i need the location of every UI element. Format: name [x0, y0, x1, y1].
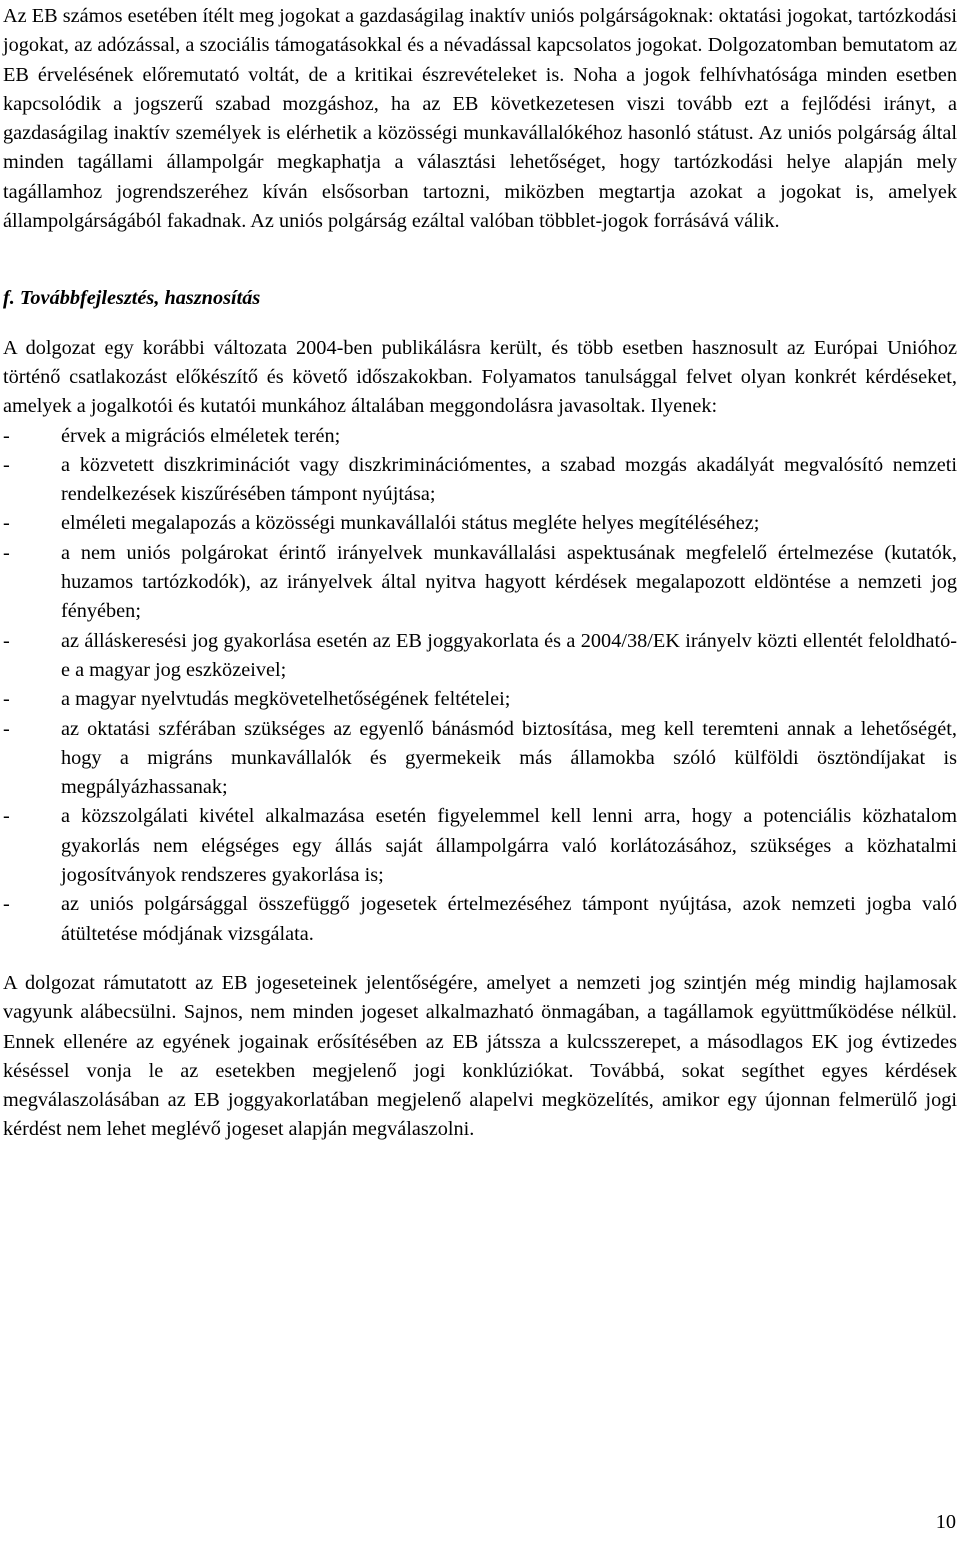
list-item-text: a közszolgálati kivétel alkalmazása esetén figyelemmel kell lenni arra, hogy a potenciális közhatalom gyakorlás nem elégséges egy állás saját állampolgárra való korlátozásához, szükséges a közhatalmi jogosítványok rendszeres gyakorlása is;	[61, 805, 957, 887]
list-item	[3, 451, 957, 510]
list-item-text: az oktatási szférában szükséges az egyenlő bánásmód biztosítása, meg kell teremteni annak a lehetőségét, hogy a migráns munkavállalók és gyermekeik más államokba szóló külföldi ösztöndíjakat is megpályázhassanak;	[61, 717, 957, 799]
document-page	[3, 0, 957, 1145]
list-item	[3, 890, 957, 949]
list-dash: -	[3, 893, 10, 916]
bullet-list	[3, 422, 957, 949]
list-dash: -	[3, 805, 10, 828]
list-item	[3, 685, 957, 714]
list-item-text: a nem uniós polgárokat érintő irányelvek munkavállalási aspektusának megfelelő értelmezése (kutatók, huzamos tartózkodók), az irányelvek által nyitva hagyott kérdések megalapozott eldöntése a nemzeti jog fényében;	[61, 541, 957, 623]
list-dash: -	[3, 453, 10, 476]
list-dash: -	[3, 717, 10, 740]
list-item	[3, 802, 957, 890]
list-item-text: a közvetett diszkriminációt vagy diszkriminációmentes, a szabad mozgás akadályát megvalósító nemzeti rendelkezések kiszűrésében támpont nyújtása;	[61, 453, 957, 506]
list-item-text: érvek a migrációs elméletek terén;	[61, 424, 341, 447]
list-item	[3, 539, 957, 627]
list-item	[3, 627, 957, 686]
list-dash: -	[3, 541, 10, 564]
list-item	[3, 422, 957, 451]
list-dash: -	[3, 512, 10, 535]
list-dash: -	[3, 688, 10, 711]
list-item	[3, 715, 957, 803]
body-paragraph-2: A dolgozat egy korábbi változata 2004-ben publikálásra került, és több esetben hasznosult az Európai Unióhoz történő csatlakozást előkészítő és követő időszakokban. Folyamatos tanulsággal felvet olyan konkrét kérdéseket, amelyek a jogalkotói és kutatói munkához általában meggondolásra javasoltak. Ilyenek:	[3, 336, 957, 418]
list-item-text: az álláskeresési jog gyakorlása esetén az EB joggyakorlata és a 2004/38/EK irányelv közti ellentét feloldható-e a magyar jog eszközeivel;	[61, 629, 957, 681]
body-paragraph-1: Az EB számos esetében ítélt meg jogokat a gazdaságilag inaktív uniós polgárságoknak: oktatási jogokat, tartózkodási jogokat, az adózással, a szociális támogatásokkal és a névadással kapcsolatos jogokat. Dolgozatomban bemutatom az EB érvelésének előremutató voltát, de a kritikai észrevételeket is. Noha a jogok felhívhatósága minden esetben kapcsolódik a jogszerű szabad mozgáshoz, ha az EB következetesen viszi tovább ezt a fejlődési irányt, a gazdaságilag inaktív személyek is elérhetik a közösségi munkavállalókéhoz hasonló státust. Az uniós polgárság által minden tagállami állampolgár megkaphatja a választási lehetőséget, hogy tartózkodási helye alapján mely tagállamhoz jogrendszeréhez kíván elsősorban tartozni, miközben megtartja azokat a jogokat is, amelyek állampolgárságából fakadnak. Az uniós polgárság ezáltal valóban többlet-jogok forrásává válik.	[3, 5, 957, 233]
list-item-text: a magyar nyelvtudás megkövetelhetőségének feltételei;	[61, 688, 511, 711]
list-item	[3, 509, 957, 538]
body-paragraph-3: A dolgozat rámutatott az EB jogeseteinek jelentőségére, amelyet a nemzeti jog szintjén még mindig hajlamosak vagyunk alábecsülni. Sajnos, nem minden jogeset alkalmazható önmagában, a tagállamok együttműködése nélkül. Ennek ellenére az egyének jogainak erősítésében az EB játssza a kulcsszerepet, a másodlagos EK jog évtizedes késéssel vonja le az esetekben megjelenő jogi konklúziókat. Továbbá, sokat segíthet egyes kérdések megválaszolásában az EB joggyakorlatában megjelenő alapelvi megközelítés, amikor egy újonnan felmerülő jogi kérdést nem lehet meglévő jogeset alapján megválaszolni.	[3, 971, 957, 1141]
list-item-text: elméleti megalapozás a közösségi munkavállalói státus megléte helyes megítéléséhez;	[61, 512, 760, 535]
list-item-text: az uniós polgársággal összefüggő jogesetek értelmezéséhez támpont nyújtása, azok nemzeti jogba való átültetése módjának vizsgálata.	[61, 893, 957, 945]
page-number: 10	[935, 1511, 956, 1533]
list-dash: -	[3, 424, 10, 447]
list-dash: -	[3, 629, 10, 652]
section-heading: f. Továbbfejlesztés, hasznosítás	[3, 287, 261, 310]
